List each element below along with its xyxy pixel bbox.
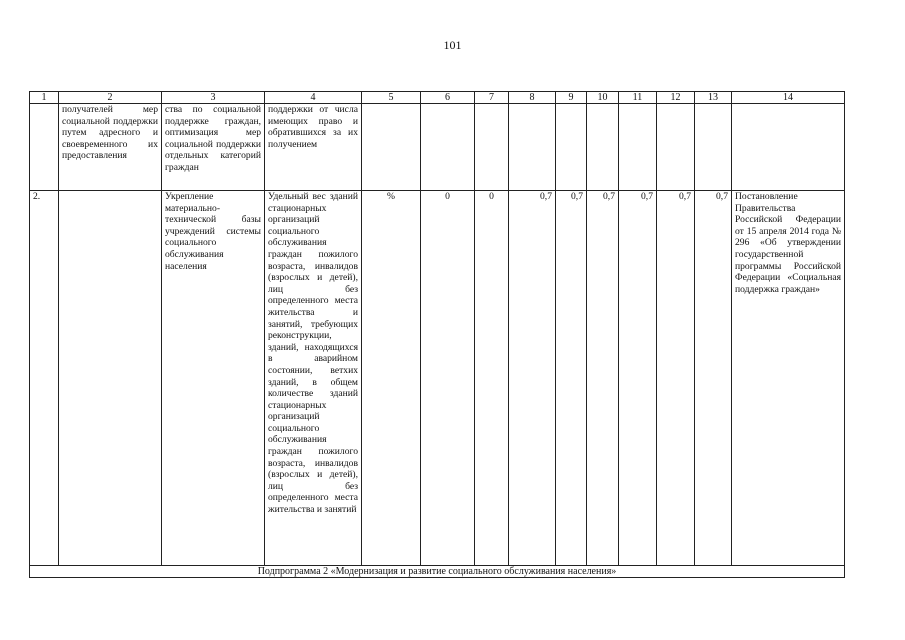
value-cell: 0,7 <box>619 191 657 566</box>
table-cell: Укрепление материально-технической базы учреждений системы социального обслуживания населения <box>162 191 265 566</box>
header-cell: 3 <box>162 92 265 104</box>
header-cell: 14 <box>732 92 845 104</box>
header-cell: 6 <box>421 92 475 104</box>
table-cell <box>30 104 59 191</box>
row-number: 2. <box>30 191 59 566</box>
header-cell: 5 <box>362 92 421 104</box>
indicators-table <box>29 91 845 578</box>
header-cell: 11 <box>619 92 657 104</box>
table-cell <box>509 104 556 191</box>
header-cell: 8 <box>509 92 556 104</box>
table-cell <box>657 104 695 191</box>
subprogram-title: Подпрограмма 2 «Модернизация и развитие социального обслуживания населения» <box>30 566 845 578</box>
table-cell <box>475 104 509 191</box>
table-cell <box>587 104 619 191</box>
value-cell: 0 <box>475 191 509 566</box>
header-cell: 9 <box>556 92 587 104</box>
subprogram-row <box>30 566 845 578</box>
unit-cell: % <box>362 191 421 566</box>
table-cell: ства по социальной поддержке граждан, оптимизация мер социальной поддержки отдельных категорий граждан <box>162 104 265 191</box>
header-cell: 7 <box>475 92 509 104</box>
table-cell: поддержки от числа имеющих право и обратившихся за их получением <box>265 104 362 191</box>
header-cell: 12 <box>657 92 695 104</box>
page-number: 101 <box>443 38 462 52</box>
table-cell: Постановление Правительства Российской Федерации от 15 апреля 2014 года № 296 «Об утверждении государственной программы Российской Федерации «Социальная поддержка граждан» <box>732 191 845 566</box>
table-cell <box>732 104 845 191</box>
table-cell: получателей мер социальной поддержки путем адресного и своевременного их предоставления <box>59 104 162 191</box>
value-cell: 0,7 <box>556 191 587 566</box>
value-cell: 0,7 <box>657 191 695 566</box>
table-cell <box>695 104 732 191</box>
header-cell: 10 <box>587 92 619 104</box>
value-cell: 0 <box>421 191 475 566</box>
table-row <box>30 191 845 566</box>
value-cell: 0,7 <box>509 191 556 566</box>
header-cell: 1 <box>30 92 59 104</box>
value-cell: 0,7 <box>587 191 619 566</box>
table-cell <box>362 104 421 191</box>
header-cell: 2 <box>59 92 162 104</box>
table-row <box>30 104 845 191</box>
table-cell <box>59 191 162 566</box>
table-cell <box>619 104 657 191</box>
header-row <box>30 92 845 104</box>
table-cell <box>556 104 587 191</box>
header-cell: 4 <box>265 92 362 104</box>
value-cell: 0,7 <box>695 191 732 566</box>
table-cell: Удельный вес зданий стационарных организаций социального обслуживания граждан пожилого возраста, инвалидов (взрослых и детей), лиц без определенного места жительства и занятий, требующих реконструкции, зданий, находящихся в аварийном состоянии, ветхих зданий, в общем количестве зданий стационарных организаций социального обслуживания граждан пожилого возраста, инвалидов (взрослых и детей), лиц без определенного места жительства и занятий <box>265 191 362 566</box>
header-cell: 13 <box>695 92 732 104</box>
table-cell <box>421 104 475 191</box>
